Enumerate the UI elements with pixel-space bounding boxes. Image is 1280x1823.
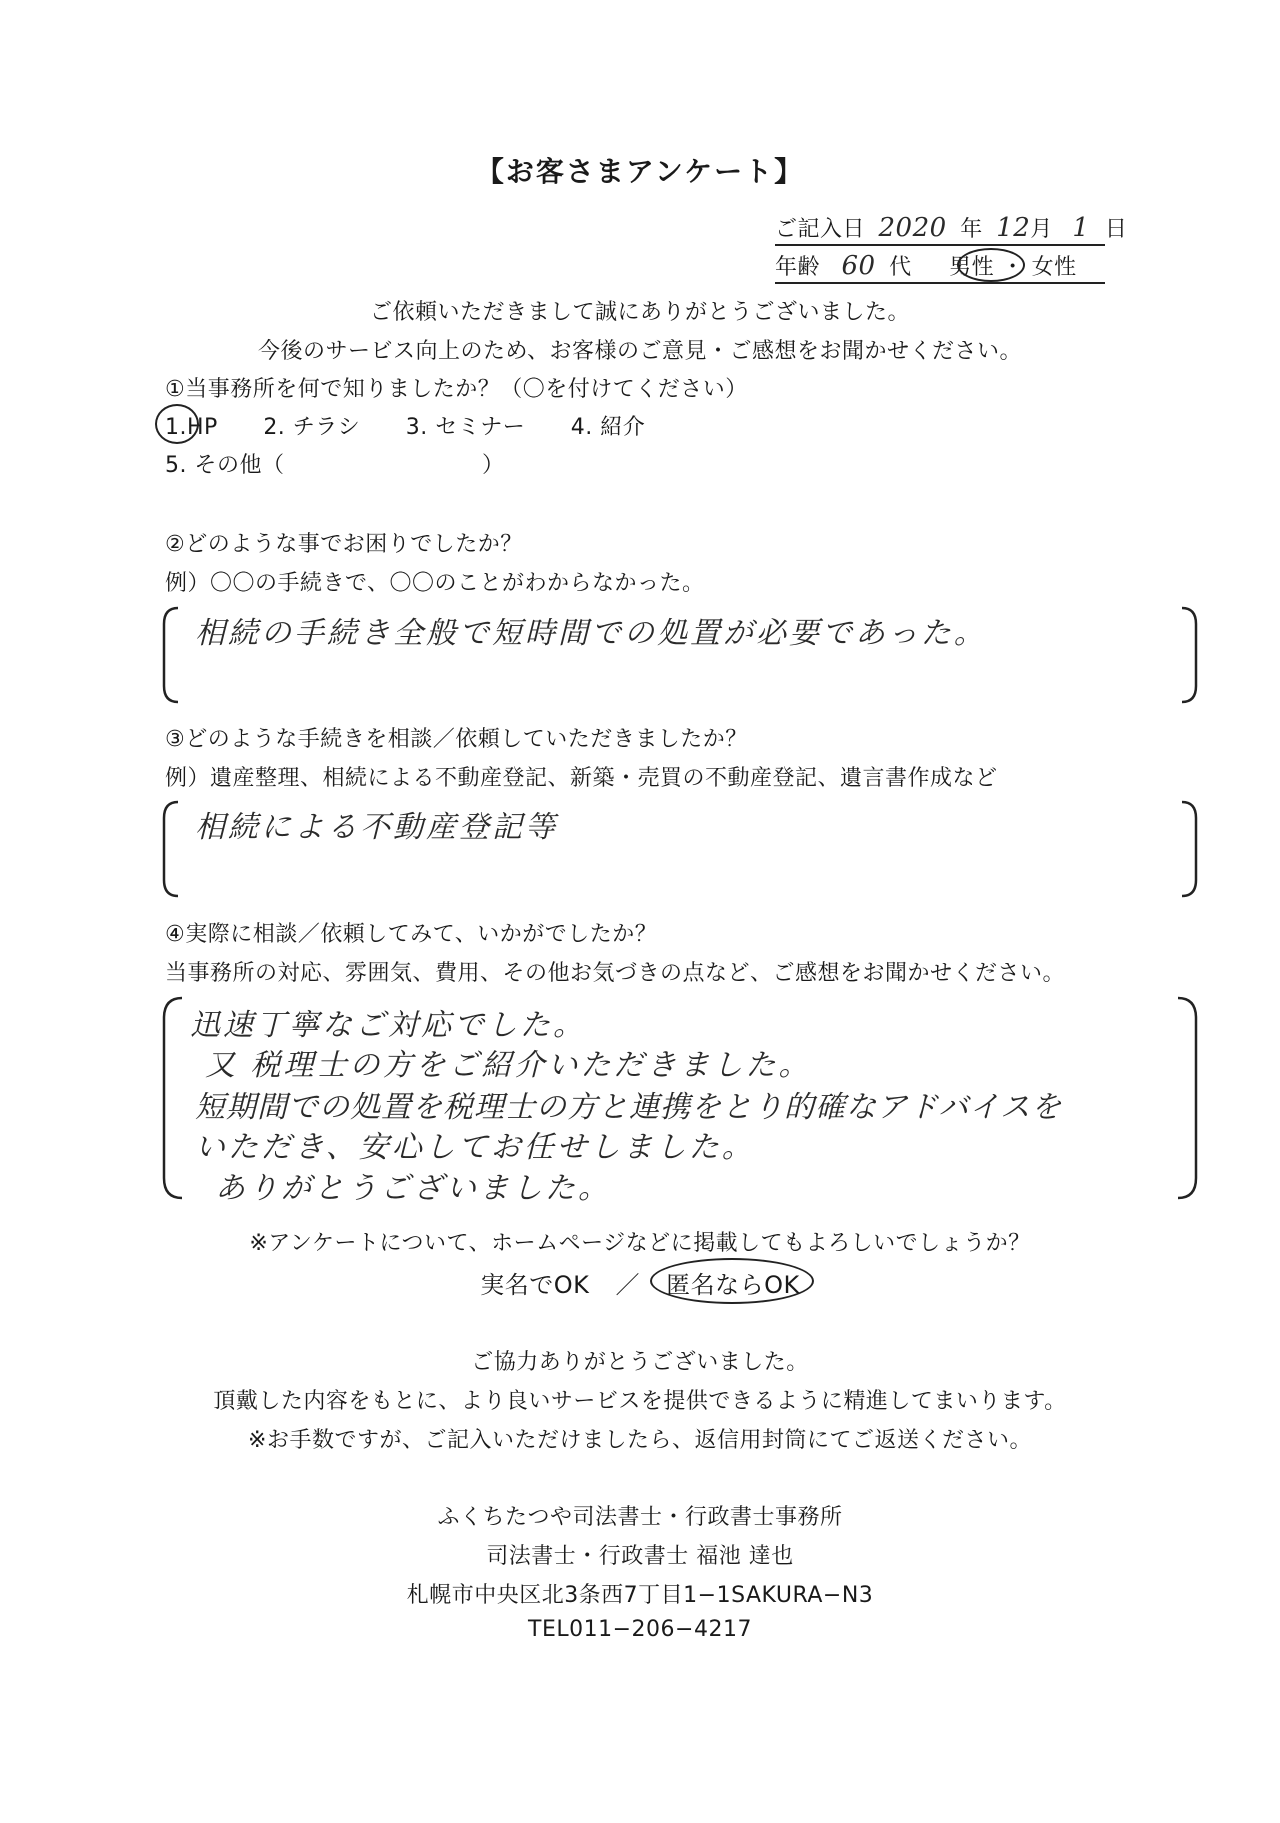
q1-option-referral: 4. 紹介 [570,415,646,440]
q1-question: ①当事務所を何で知りましたか？（〇を付けてください） [165,377,748,402]
gender-male: 男性 [949,255,995,280]
age-unit: 代 [889,255,912,280]
closing-line-2: 頂戴した内容をもとに、より良いサービスを提供できるように精進してまいります。 [213,1389,1067,1414]
q2-example: 例）〇〇の手続きで、〇〇のことがわからなかった。 [165,571,705,596]
q3-example: 例）遺産整理、相続による不動産登記、新築・売買の不動産登記、遺言書作成など [165,766,998,791]
date-month: 12 [996,213,1031,243]
q1-option-seminar: 3. セミナー [405,415,526,440]
q4-answer-line-4: いただき、安心してお任せしました。 [195,1130,755,1165]
q4-question: ④実際に相談／依頼してみて、いかがでしたか？ [165,922,658,947]
q1-option-other [165,448,505,479]
q3-question: ③どのような手続きを相談／依頼していただきましたか？ [165,727,748,752]
intro-line-1: ご依頼いただきまして誠にありがとうございました。 [369,300,910,325]
age-label: 年齢 [775,255,821,280]
q1-option-flyer: 2. チラシ [263,415,361,440]
q4-answer-line-3: 短期間での処置を税理士の方と連携をとり的確なアドバイスを [195,1090,1063,1125]
date-year: 2020 [878,213,947,243]
date-month-unit: 月 [1030,217,1053,242]
q2-question: ②どのような事でお困りでしたか？ [165,532,523,557]
q3-answer: 相続による不動産登記等 [195,810,558,845]
q1-option-hp: 1.HP [165,415,218,440]
date-day-unit: 日 [1104,217,1128,242]
footer-person: 司法書士・行政書士 福池 達也 [486,1544,794,1569]
consent-options [0,1265,1280,1300]
q4-answer-line-5: ありがとうございました。 [215,1171,611,1206]
q1-option-other-close: ） [481,453,505,478]
intro-line-2: 今後のサービス向上のため、お客様のご意見・ご感想をお聞かせください。 [257,339,1023,364]
footer-office: ふくちたつや司法書士・行政書士事務所 [437,1505,843,1530]
age-value: 60 [841,251,876,281]
q4-answer-line-2: 又 税理士の方をご紹介いただきました。 [205,1048,812,1083]
hp-circle-mark [155,404,199,444]
closing-line-3: ※お手数ですが、ご記入いただけましたら、返信用封筒にてご返送ください。 [248,1428,1032,1453]
date-label: ご記入日 [775,217,866,242]
q1-option-other-label: 5. その他（ [165,453,285,478]
page-title: 【お客さまアンケート】 [475,155,805,188]
consent-question: ※アンケートについて、ホームページなどに掲載してもよろしいでしょうか？ [249,1231,1031,1256]
footer-tel: TEL011−206−4217 [528,1617,752,1642]
q4-answer-line-1: 迅速丁寧なご対応でした。 [190,1008,586,1043]
anonymous-circle-mark [650,1258,814,1304]
gender-female: 女性 [1031,255,1077,280]
gender-separator: ・ [1001,255,1025,280]
male-circle-mark [957,248,1025,282]
footer-address: 札幌市中央区北3条西7丁目1−1SAKURA−N3 [406,1583,874,1608]
date-day: 1 [1072,213,1090,243]
date-line [775,212,1128,246]
closing-line-1: ご協力ありがとうございました。 [471,1350,809,1375]
q2-answer: 相続の手続き全般で短時間での処置が必要であった。 [195,616,987,651]
consent-real-name: 実名でOK [480,1271,590,1299]
date-year-unit: 年 [960,217,983,242]
age-gender-line [775,250,1105,284]
consent-anonymous: 匿名ならOK [666,1271,800,1299]
q4-prompt: 当事務所の対応、雰囲気、費用、その他お気づきの点など、ご感想をお聞かせください。 [165,961,1066,986]
consent-slash: ／ [615,1271,640,1299]
q1-options [165,410,645,441]
